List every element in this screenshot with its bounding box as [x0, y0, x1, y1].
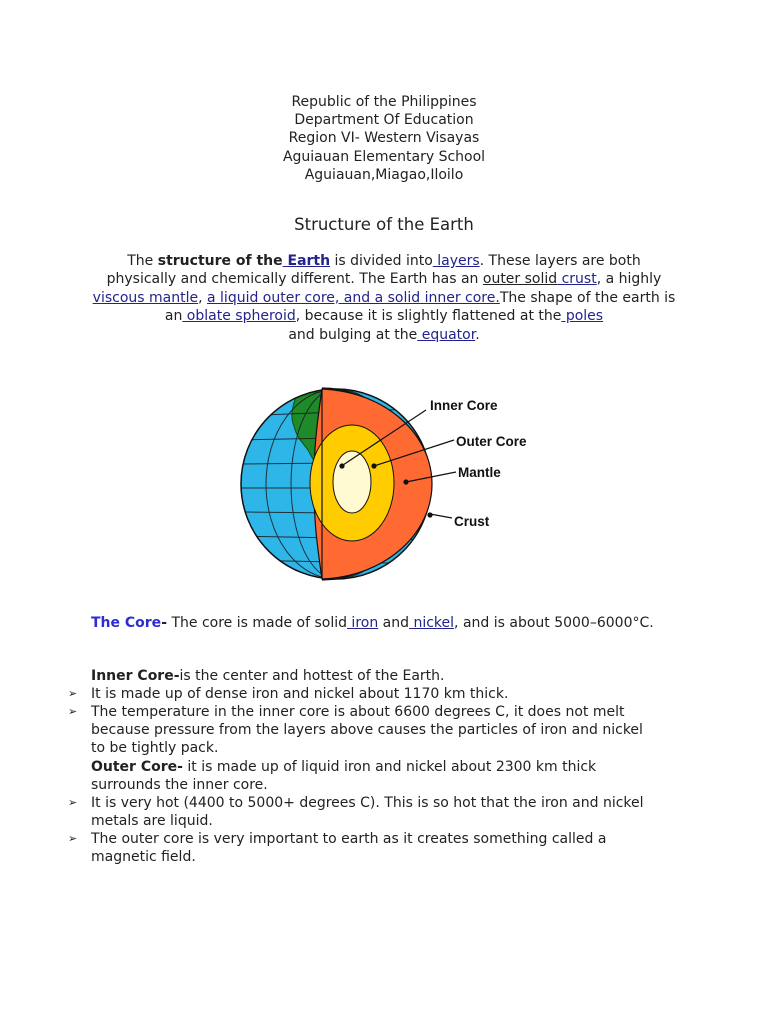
link-poles[interactable]: poles — [561, 308, 604, 325]
intro-text: The shape of the earth is an — [164, 289, 676, 325]
link-nickel[interactable]: nickel — [409, 615, 455, 631]
core-paragraph — [91, 614, 661, 632]
intro-text: . — [475, 326, 480, 343]
intro-text: , — [198, 289, 208, 306]
intro-paragraph — [92, 252, 676, 344]
link-oblate-spheroid[interactable]: oblate spheroid — [182, 308, 296, 325]
bullet-arrow-icon: ➢ — [68, 832, 78, 845]
core-text: The core is made of solid — [167, 615, 347, 631]
header-department: Department Of Education — [294, 112, 474, 129]
inner-core-bullet-2: The temperature in the inner core is about 6600 degrees C, it does not melt because pressure from the layers above causes the particles of iron and nickel to be tightly pack. — [91, 704, 643, 757]
intro-text: and bulging at the — [288, 326, 418, 343]
intro-text: . These layers are both physically and chemically different. The Earth has an — [106, 253, 641, 288]
bullet-arrow-icon: ➢ — [68, 796, 78, 809]
earth-structure-diagram — [238, 378, 538, 590]
link-crust[interactable]: crust — [557, 271, 597, 288]
label-inner-core: Inner Core — [430, 398, 498, 413]
outer-core-bullet-1: It is very hot (4400 to 5000+ degrees C). This is so hot that the iron and nickel metals are liquid. — [91, 795, 644, 830]
outer-core-text: it is made up of liquid iron and nickel about 2300 km thick surrounds the inner core. — [91, 759, 597, 794]
header-address: Aguiauan,Miagao,Iloilo — [304, 166, 464, 183]
core-text: , and is about 5000–6000°C. — [454, 615, 654, 631]
inner-core-bullet-1: It is made up of dense iron and nickel about 1170 km thick. — [91, 686, 509, 702]
header-republic: Republic of the Philippines — [291, 94, 477, 110]
link-equator[interactable]: equator — [417, 326, 476, 343]
outer-core-bullet-2: The outer core is very important to earth as it creates something called a magnetic field. — [91, 831, 607, 866]
label-crust: Crust — [454, 514, 490, 529]
inner-core-text: is the center and hottest of the Earth. — [179, 668, 445, 684]
inner-core-heading: Inner Core- — [91, 668, 180, 684]
label-mantle: Mantle — [458, 465, 501, 480]
inner-core-intro — [91, 667, 651, 685]
core-dash: - — [161, 615, 167, 631]
intro-bold-text: structure of the — [157, 253, 283, 269]
header-school: Aguiauan Elementary School — [282, 148, 486, 165]
label-outer-core: Outer Core — [456, 434, 527, 449]
core-text: and — [378, 615, 410, 631]
link-earth[interactable]: Earth — [282, 253, 331, 269]
link-liquid-outer-core[interactable]: a liquid outer core, and a solid — [207, 289, 421, 306]
intro-text: , a highly — [596, 271, 662, 288]
core-heading: The Core — [91, 615, 162, 631]
link-layers[interactable]: layers — [432, 253, 480, 269]
page-title: Structure of the Earth — [294, 215, 474, 234]
link-outer-solid[interactable]: outer solid — [482, 271, 558, 288]
bullet-arrow-icon: ➢ — [68, 705, 78, 718]
link-viscous-mantle[interactable]: viscous mantle — [92, 289, 199, 306]
inner-core-layer — [333, 451, 371, 513]
bullet-arrow-icon: ➢ — [68, 687, 78, 700]
link-iron[interactable]: iron — [346, 615, 379, 631]
intro-text: , because it is slightly flattened at the — [295, 308, 562, 325]
intro-text: is divided into — [330, 253, 433, 269]
intro-text: The — [127, 253, 158, 269]
outer-core-heading: Outer Core- — [91, 759, 183, 775]
outer-core-intro — [91, 758, 651, 794]
link-inner-core[interactable]: inner core. — [420, 289, 500, 306]
school-header — [0, 93, 768, 184]
header-region: Region VI- Western Visayas — [288, 130, 480, 147]
